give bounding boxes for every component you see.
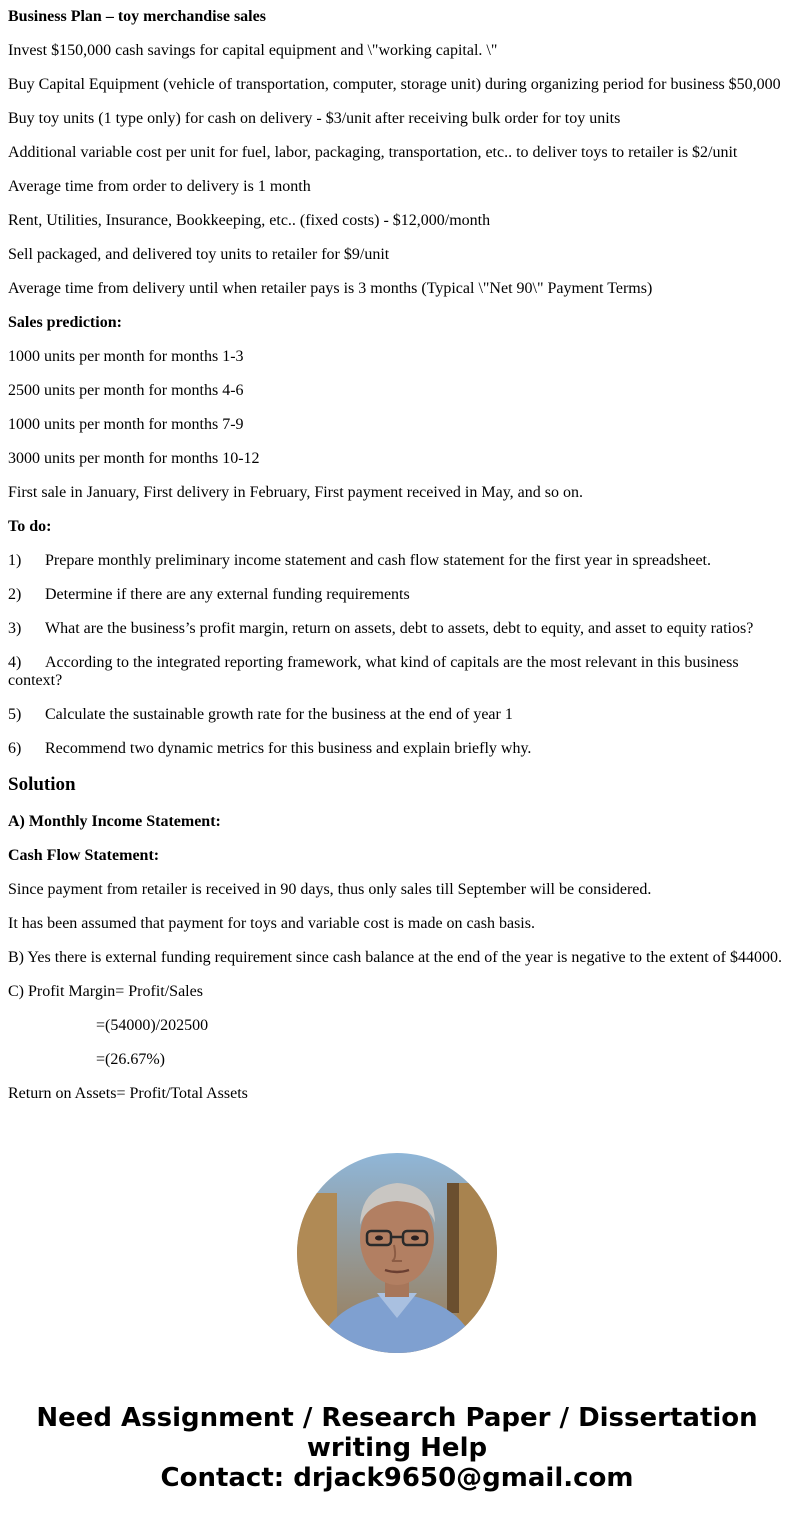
- solution-heading: Solution: [8, 774, 76, 795]
- plan-line: Sell packaged, and delivered toy units to retailer for $9/unit: [8, 246, 390, 263]
- solution-line: It has been assumed that payment for toys and variable cost is made on cash basis.: [8, 915, 535, 932]
- sales-heading: Sales prediction:: [8, 314, 122, 331]
- todo-number: 6): [8, 740, 22, 757]
- solution-line: B) Yes there is external funding requirement since cash balance at the end of the year is negative to the extent of $44000.: [8, 949, 782, 966]
- plan-line: Average time from delivery until when retailer pays is 3 months (Typical \"Net 90\" Payment Terms): [8, 280, 653, 297]
- plan-line: Invest $150,000 cash savings for capital equipment and \"working capital. \": [8, 42, 498, 59]
- plan-line: Additional variable cost per unit for fuel, labor, packaging, transportation, etc.. to deliver toys to retailer is $2/unit: [8, 144, 738, 161]
- todo-number: 2): [8, 586, 22, 603]
- todo-heading: To do:: [8, 518, 52, 535]
- contact-banner: [0, 1403, 794, 1493]
- sales-line: First sale in January, First delivery in February, First payment received in May, and so on.: [8, 484, 583, 501]
- todo-text: Prepare monthly preliminary income statement and cash flow statement for the first year in spreadsheet.: [45, 552, 711, 569]
- sales-line: 1000 units per month for months 1-3: [8, 348, 244, 365]
- solution-line: Since payment from retailer is received in 90 days, thus only sales till September will be considered.: [8, 881, 652, 898]
- cta-contact-email: Contact: drjack9650@gmail.com: [160, 1463, 634, 1493]
- todo-number: 5): [8, 706, 22, 723]
- sales-line: 1000 units per month for months 7-9: [8, 416, 244, 433]
- document-title: Business Plan – toy merchandise sales: [8, 8, 266, 25]
- todo-text: Recommend two dynamic metrics for this business and explain briefly why.: [45, 740, 532, 757]
- todo-item: [8, 654, 786, 690]
- todo-item: [8, 706, 786, 724]
- todo-item: [8, 586, 786, 604]
- formula-line: =(54000)/202500: [96, 1017, 209, 1034]
- todo-item: [8, 620, 786, 638]
- solution-line: C) Profit Margin= Profit/Sales: [8, 983, 203, 1000]
- plan-line: Buy toy units (1 type only) for cash on delivery - $3/unit after receiving bulk order for toy units: [8, 110, 621, 127]
- author-avatar: [297, 1153, 497, 1353]
- cta-line-1: Need Assignment / Research Paper / Dissertation: [36, 1403, 758, 1433]
- todo-number: 3): [8, 620, 22, 637]
- todo-text: Determine if there are any external funding requirements: [45, 586, 410, 603]
- todo-text: What are the business’s profit margin, return on assets, debt to assets, debt to equity, and asset to equity ratios?: [45, 620, 754, 637]
- todo-item: [8, 740, 786, 758]
- todo-item: [8, 552, 786, 570]
- avatar-portrait-icon: [297, 1153, 497, 1353]
- plan-line: Buy Capital Equipment (vehicle of transportation, computer, storage unit) during organizing period for business $50,000: [8, 76, 781, 93]
- todo-number: 4): [8, 654, 22, 671]
- todo-number: 1): [8, 552, 22, 569]
- return-on-assets-line: Return on Assets= Profit/Total Assets: [8, 1085, 248, 1102]
- sales-line: 2500 units per month for months 4-6: [8, 382, 244, 399]
- cta-line-2: writing Help: [306, 1433, 488, 1463]
- todo-text: According to the integrated reporting framework, what kind of capitals are the most relevant in this business context?: [8, 654, 739, 689]
- plan-line: Rent, Utilities, Insurance, Bookkeeping, etc.. (fixed costs) - $12,000/month: [8, 212, 491, 229]
- formula-line: =(26.67%): [96, 1051, 166, 1068]
- plan-line: Average time from order to delivery is 1 month: [8, 178, 311, 195]
- income-statement-heading: A) Monthly Income Statement:: [8, 813, 221, 830]
- sales-line: 3000 units per month for months 10-12: [8, 450, 260, 467]
- todo-text: Calculate the sustainable growth rate for the business at the end of year 1: [45, 706, 513, 723]
- cash-flow-heading: Cash Flow Statement:: [8, 847, 160, 864]
